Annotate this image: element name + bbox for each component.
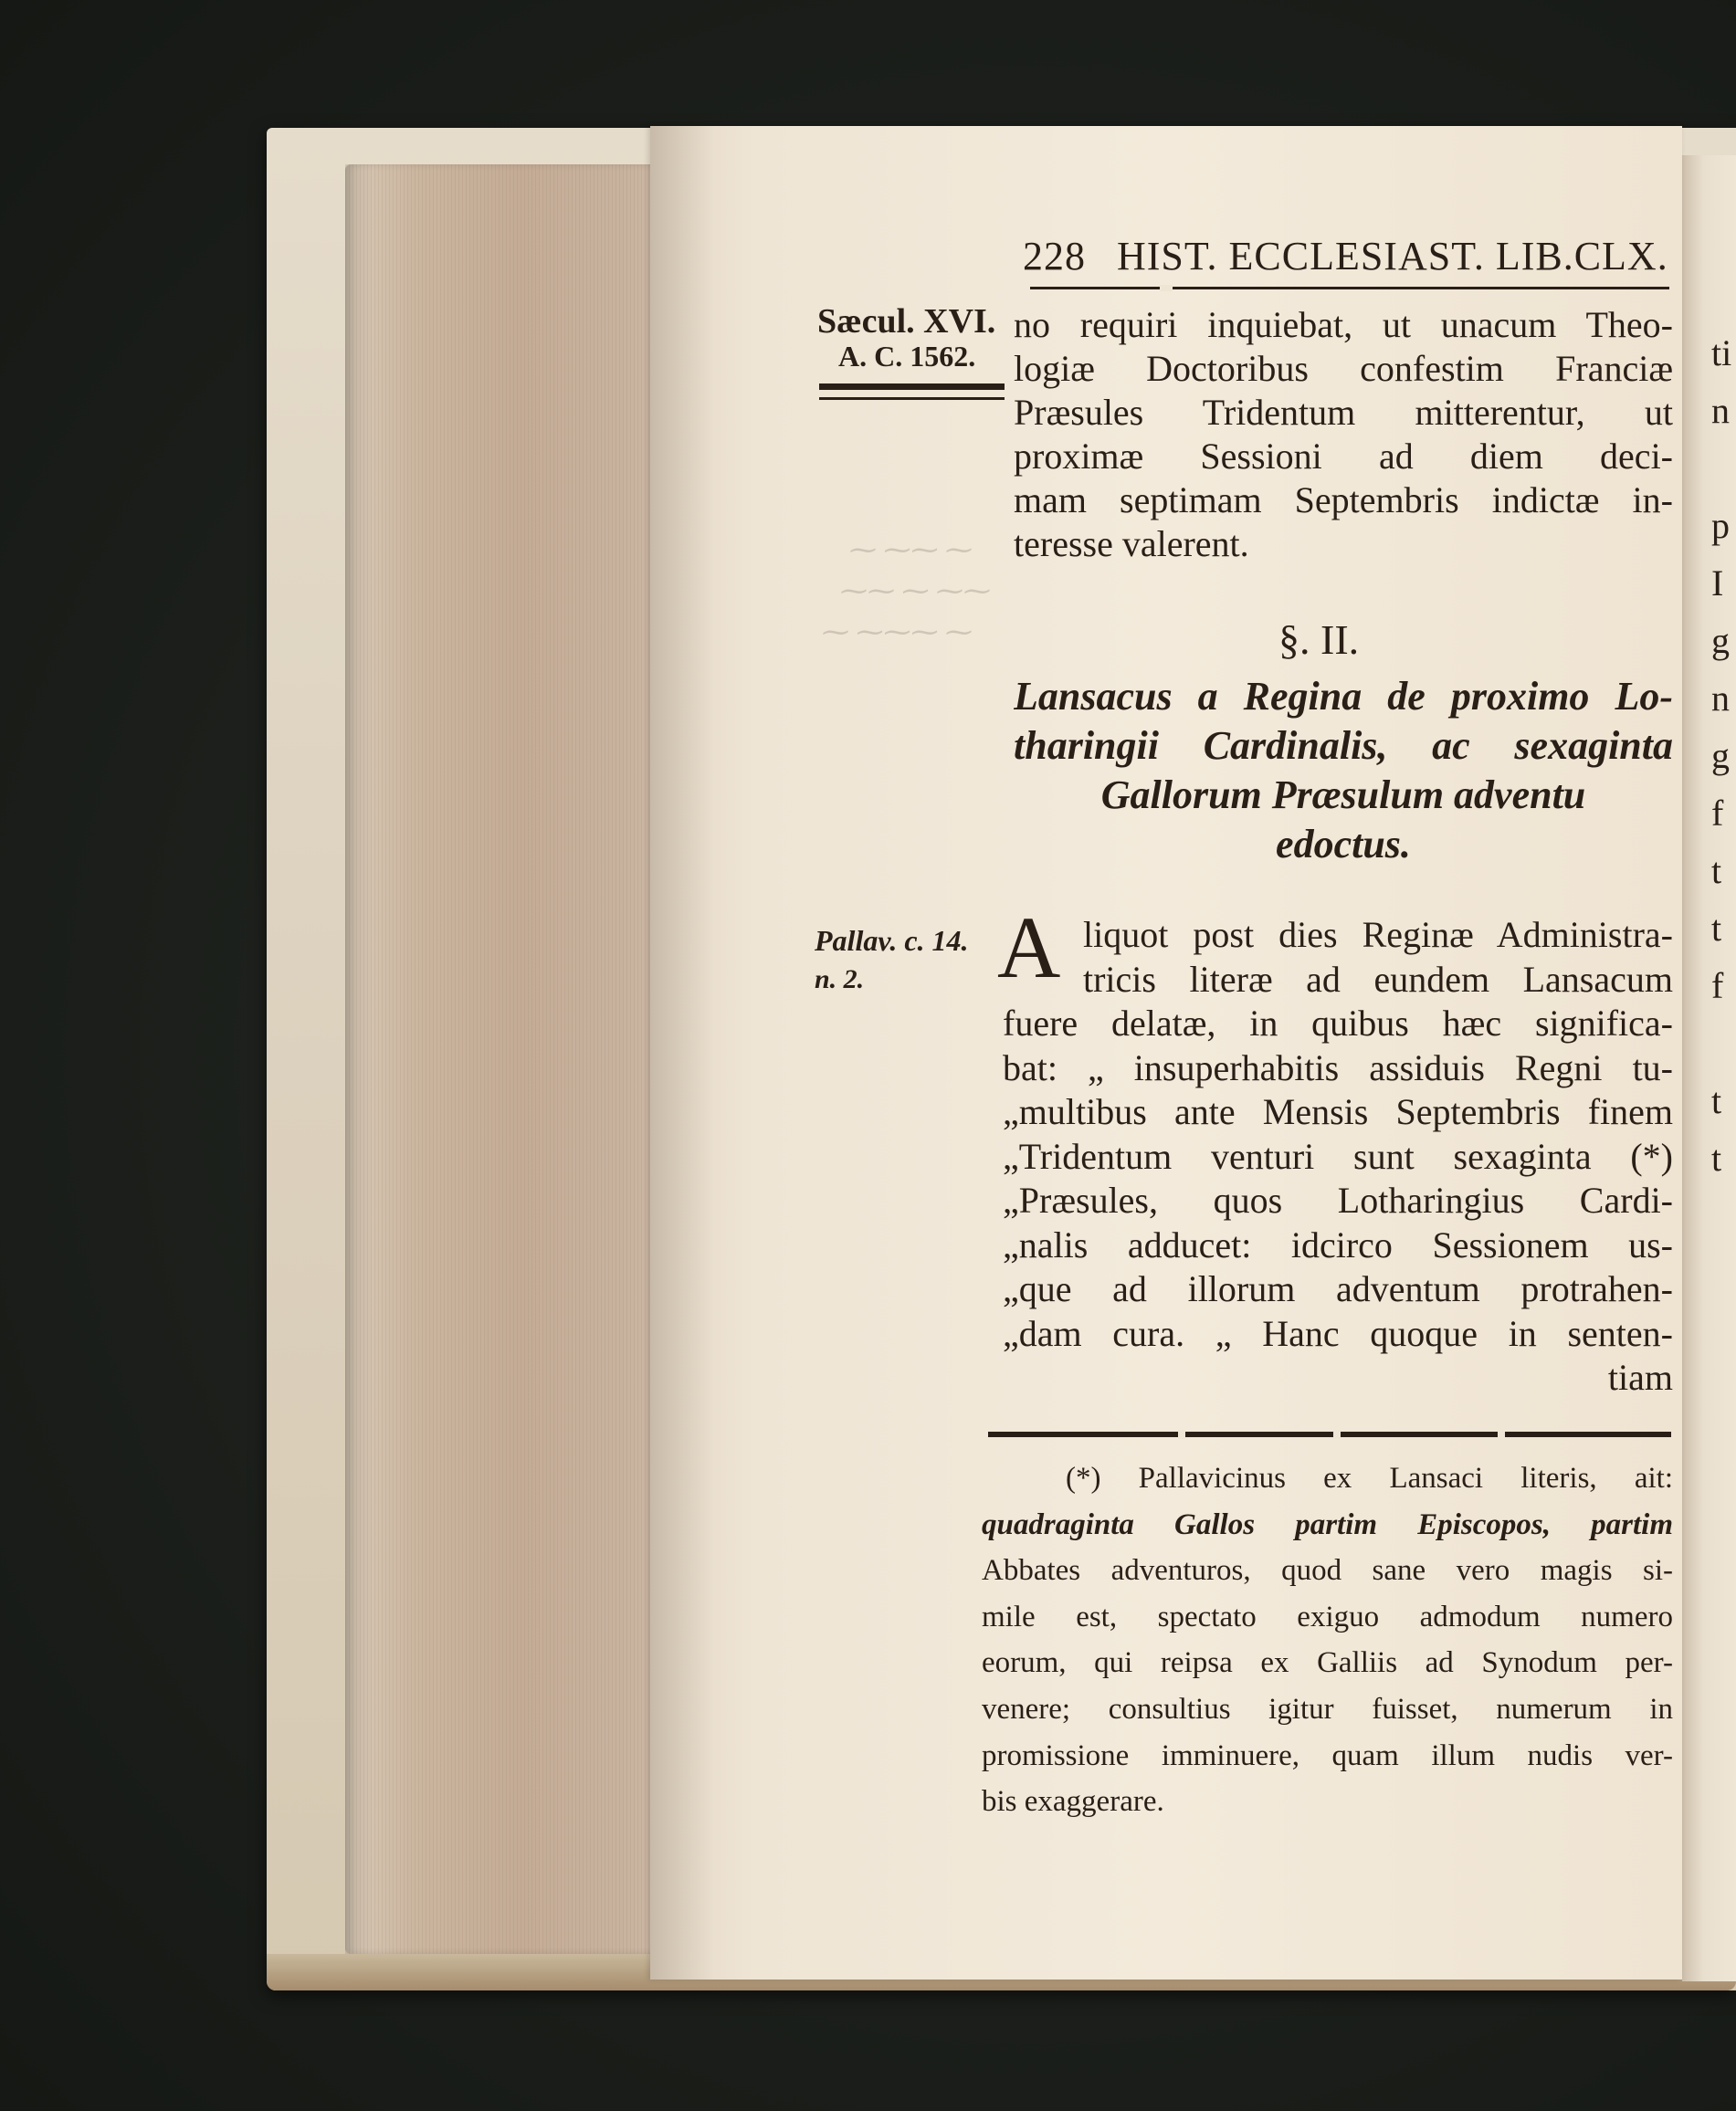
footnote-line: eorum, qui reipsa ex Galliis ad Synodum per-: [982, 1646, 1673, 1680]
text-line: fuere delatæ, in quibus hæc significa-: [1003, 1003, 1673, 1044]
facing-letter: I: [1711, 562, 1724, 604]
margin-note-reference: Pallav. c. 14.: [815, 924, 969, 957]
heading-line: Gallorum Præsulum adventu: [1100, 772, 1586, 817]
facing-letter: f: [1711, 965, 1724, 1006]
body-text: [1014, 303, 1673, 566]
show-through: ⁓ ⁓⁓ ⁓: [849, 535, 973, 565]
paragraph: [1003, 913, 1673, 1401]
footnote-line: bis exaggerare.: [982, 1785, 1164, 1819]
footnote-rule-gap: [1498, 1430, 1505, 1439]
margin-note-rule: [819, 397, 1005, 400]
text-line: mam septimam Septembris indictæ in-: [1014, 479, 1673, 520]
page-block-edge: [345, 164, 694, 1954]
page-block-shadow: [345, 164, 373, 1954]
text-line: no requiri inquiebat, ut unacum Theo-: [1014, 304, 1673, 345]
heading-line: Lansacus a Regina de proximo Lo-: [1014, 674, 1673, 719]
running-head: [1023, 233, 1671, 284]
page-gutter-shadow: [650, 126, 714, 1980]
facing-letter: g: [1711, 620, 1730, 661]
facing-page-letters: [1711, 324, 1736, 1187]
facing-letter: [1711, 1014, 1736, 1072]
heading-line: tharingii Cardinalis, ac sexaginta: [1014, 723, 1673, 768]
footnote-line: mile est, spectato exiguo admodum numero: [982, 1600, 1673, 1633]
footnote-line: (*) Pallavicinus ex Lansaci literis, ait:: [1066, 1462, 1673, 1495]
running-title: HIST. ECCLESIAST. LIB.CLX.: [1117, 234, 1668, 278]
text-line: tricis literæ ad eundem Lansacum: [1083, 958, 1673, 1000]
text-line: „Tridentum venturi sunt sexaginta (*): [1003, 1135, 1673, 1177]
text-line: „nalis adducet: idcirco Sessionem us-: [1003, 1224, 1673, 1266]
text-line: proximæ Sessioni ad diem deci-: [1014, 436, 1673, 477]
text-line: „que ad illorum adventum protrahen-: [1003, 1268, 1673, 1309]
footnote-rule-gap: [1178, 1430, 1185, 1439]
facing-letter: ti: [1711, 332, 1732, 373]
section-heading: [1014, 672, 1673, 869]
page-number: 228: [1023, 234, 1086, 278]
facing-letter: g: [1711, 735, 1730, 776]
show-through: ⁓ ⁓⁓⁓ ⁓: [822, 617, 973, 647]
facing-letter: t: [1711, 1138, 1722, 1179]
text-line: Præsules Tridentum mitterentur, ut: [1014, 392, 1673, 433]
text-line: „multibus ante Mensis Septembris finem: [1003, 1091, 1673, 1132]
header-rule-gap: [1160, 285, 1173, 291]
text-line: tiam: [1607, 1357, 1673, 1398]
footnote-rule: [988, 1432, 1671, 1437]
text-line: „dam cura. „ Hanc quoque in senten-: [1003, 1312, 1673, 1354]
footnote-line: promissione imminuere, quam illum nudis ver-: [982, 1738, 1673, 1772]
facing-letter: p: [1711, 505, 1730, 546]
section-mark: §. II.: [1278, 616, 1360, 663]
margin-note-century: Sæcul. XVI.: [817, 302, 996, 341]
heading-line: edoctus.: [1276, 822, 1411, 866]
text-line: logiæ Doctoribus confestim Franciæ: [1014, 348, 1673, 389]
facing-letter: t: [1711, 908, 1722, 949]
facing-letter: n: [1711, 390, 1730, 431]
footnote-line: Abbates adventuros, quod sane vero magis si-: [982, 1554, 1673, 1588]
footnote-rule-gap: [1333, 1430, 1341, 1439]
facing-letter: t: [1711, 1080, 1722, 1121]
margin-note-rule: [819, 383, 1005, 390]
drop-cap: A: [997, 898, 1061, 996]
footnote-line: quadraginta Gallos partim Episcopos, partim: [982, 1507, 1673, 1541]
text-line: „Præsules, quos Lotharingius Cardi-: [1003, 1180, 1673, 1221]
facing-letter: t: [1711, 850, 1722, 891]
footnote: [982, 1455, 1673, 1825]
facing-letter: n: [1711, 677, 1730, 719]
show-through: ⁓⁓ ⁓ ⁓⁓: [840, 576, 991, 606]
text-line: teresse valerent.: [1014, 523, 1249, 564]
facing-letter: f: [1711, 793, 1724, 834]
text-line: bat: „ insuperhabitis assiduis Regni tu-: [1003, 1046, 1673, 1088]
margin-note-year: A. C. 1562.: [838, 340, 976, 373]
facing-letter: [1711, 439, 1736, 497]
header-rule: [1030, 287, 1669, 289]
text-line: liquot post dies Reginæ Administra-: [1083, 914, 1673, 955]
margin-note-reference: n. 2.: [815, 964, 865, 994]
footnote-line: venere; consultius igitur fuisset, numerum in: [982, 1692, 1673, 1726]
